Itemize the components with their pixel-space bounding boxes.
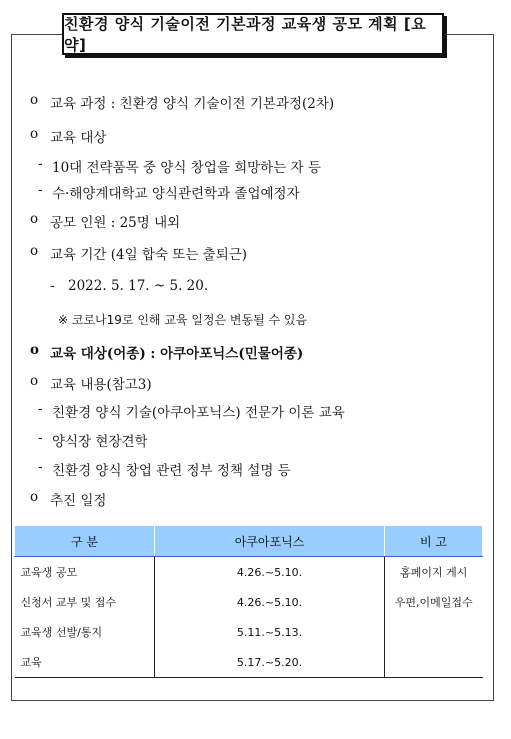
dash-marker: -	[38, 401, 43, 417]
table-row	[15, 647, 483, 678]
bullet-marker: o	[30, 126, 39, 142]
item-content-sub1-text: 친환경 양식 기술(아쿠아포닉스) 전문가 이론 교육	[52, 405, 345, 421]
item-target-text: 교육 대상	[50, 130, 107, 146]
dash-marker: -	[50, 278, 55, 294]
header-category: 구 분	[15, 526, 155, 557]
row-note: 우편,이메일접수	[394, 596, 473, 609]
item-schedule-text: 추진 일정	[50, 493, 107, 509]
table-row	[15, 587, 483, 617]
period-note: ※ 코로나19로 인해 교육 일정은 변동될 수 있음	[58, 313, 308, 327]
header-aquaponics: 아쿠아포닉스	[155, 526, 385, 557]
row-note	[385, 647, 483, 678]
document-title: 친환경 양식 기술이전 기본과정 교육생 공모 계획 [요약]	[62, 13, 444, 55]
bullet-marker: o	[30, 489, 39, 505]
row-date: 4.26.~5.10.	[155, 587, 385, 617]
bullet-marker: o	[30, 342, 40, 358]
header-remarks: 비 고	[385, 526, 483, 557]
row-item: 교육생 공모	[20, 566, 78, 579]
item-content-text: 교육 내용(참고3)	[50, 377, 152, 393]
item-period-text: 교육 기간 (4일 합숙 또는 출퇴근)	[50, 247, 248, 263]
item-period-sub-text: 2022. 5. 17. ~ 5. 20.	[68, 278, 209, 294]
bullet-marker: o	[30, 243, 39, 259]
row-date: 4.26.~5.10.	[155, 557, 385, 588]
item-content-sub2-text: 양식장 현장견학	[52, 434, 148, 450]
schedule-table	[14, 526, 483, 678]
dash-marker: -	[38, 156, 43, 172]
dash-marker: -	[38, 430, 43, 446]
item-species-text: 교육 대상(어종) : 아쿠아포닉스(민물어종)	[50, 346, 304, 362]
table-row	[15, 557, 483, 588]
row-date: 5.17.~5.20.	[155, 647, 385, 678]
row-note	[385, 617, 483, 647]
dash-marker: -	[38, 182, 43, 198]
row-item: 교육생 선발/통지	[20, 626, 103, 639]
row-item: 신청서 교부 및 접수	[20, 596, 116, 609]
row-note: 홈페이지 게시	[400, 566, 468, 579]
row-item: 교육	[15, 647, 155, 678]
table-row	[15, 617, 483, 647]
bullet-marker: o	[30, 92, 39, 108]
bullet-marker: o	[30, 373, 39, 389]
bullet-marker: o	[30, 211, 39, 227]
item-target-sub2-text: 수·해양계대학교 양식관련학과 졸업예정자	[52, 186, 300, 202]
dash-marker: -	[38, 459, 43, 475]
item-course-text: 교육 과정 : 친환경 양식 기술이전 기본과정(2차)	[50, 96, 335, 112]
row-date: 5.11.~5.13.	[155, 617, 385, 647]
item-target-sub1-text: 10대 전략품목 중 양식 창업을 희망하는 자 등	[52, 160, 321, 176]
item-recruit-text: 공모 인원 : 25명 내외	[50, 215, 181, 231]
table-header-row	[15, 526, 483, 557]
item-content-sub3-text: 친환경 양식 창업 관련 정부 정책 설명 등	[52, 463, 291, 479]
